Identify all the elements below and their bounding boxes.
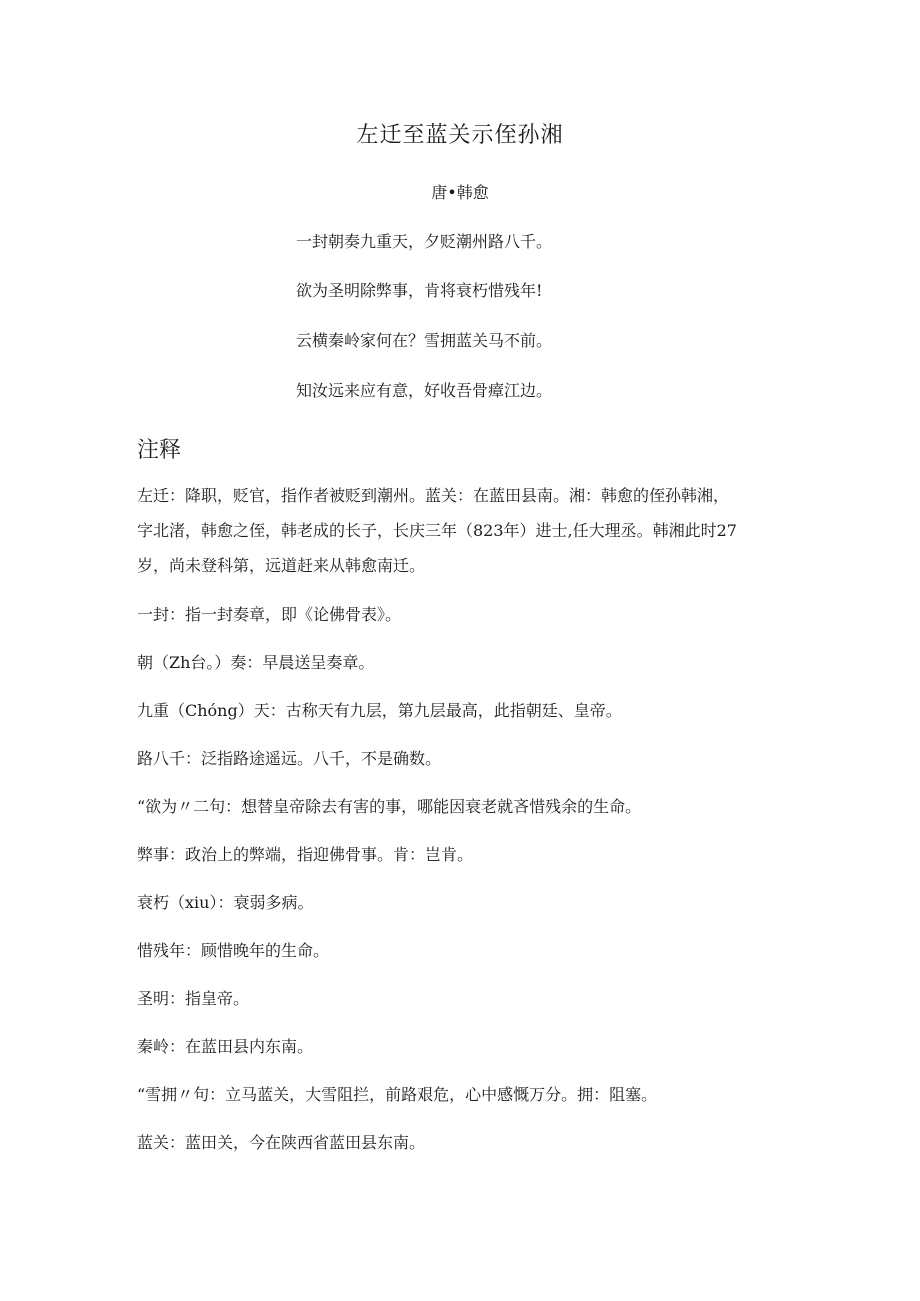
poem-line-3: 云横秦岭家何在？雪拥蓝关马不前。 — [296, 331, 553, 350]
note-qinling: 秦岭：在蓝田县内东南。 — [137, 1037, 314, 1056]
poem-line-4: 知汝远来应有意，好收吾骨瘴江边。 — [296, 381, 553, 400]
note-xicannian: 惜残年：顾惜晚年的生命。 — [137, 941, 330, 960]
note-yuwei: “欲为〃二句：想替皇帝除去有害的事，哪能因衰老就吝惜残余的生命。 — [137, 797, 642, 816]
note-yifeng: 一封：指一封奏章，即《论佛骨表》。 — [137, 605, 402, 624]
note-languan: 蓝关：蓝田关，今在陕西省蓝田县东南。 — [137, 1133, 426, 1152]
note-zuoqian — [137, 478, 797, 583]
note-bishi: 弊事：政治上的弊端，指迎佛骨事。肯：岂肯。 — [137, 845, 474, 864]
note-jiuchongtian: 九重（Chóng）天：古称天有九层，第九层最高，此指朝廷、皇帝。 — [137, 701, 622, 720]
note-zuoqian-line-3: 岁，尚未登科第，远道赶来从韩愈南迁。 — [137, 556, 426, 575]
notes-heading: 注释 — [137, 438, 182, 463]
poem-line-2: 欲为圣明除弊事，肯将衰朽惜残年! — [296, 281, 543, 300]
poem-author: 唐•韩愈 — [431, 183, 489, 202]
note-chaozou: 朝（Zh台。）奏：早晨送呈奏章。 — [137, 653, 375, 672]
poem-line-1: 一封朝奏九重天，夕贬潮州路八千。 — [296, 232, 553, 251]
note-lubaqian: 路八千：泛指路途遥远。八千，不是确数。 — [137, 749, 442, 768]
note-zuoqian-line-2: 字北渚，韩愈之侄，韩老成的长子，长庆三年（823年）进士,任大理丞。韩湘此时27 — [137, 521, 737, 540]
poem-title: 左迁至蓝关示侄孙湘 — [356, 123, 564, 148]
note-shuaixiu: 衰朽（xiu）：衰弱多病。 — [137, 893, 314, 912]
note-xueyong: “雪拥〃句：立马蓝关，大雪阻拦，前路艰危，心中感慨万分。拥：阻塞。 — [137, 1085, 658, 1104]
note-zuoqian-line-1: 左迁：降职，贬官，指作者被贬到潮州。蓝关：在蓝田县南。湘：韩愈的侄孙韩湘， — [137, 486, 730, 505]
note-shengming: 圣明：指皇帝。 — [137, 989, 250, 1008]
